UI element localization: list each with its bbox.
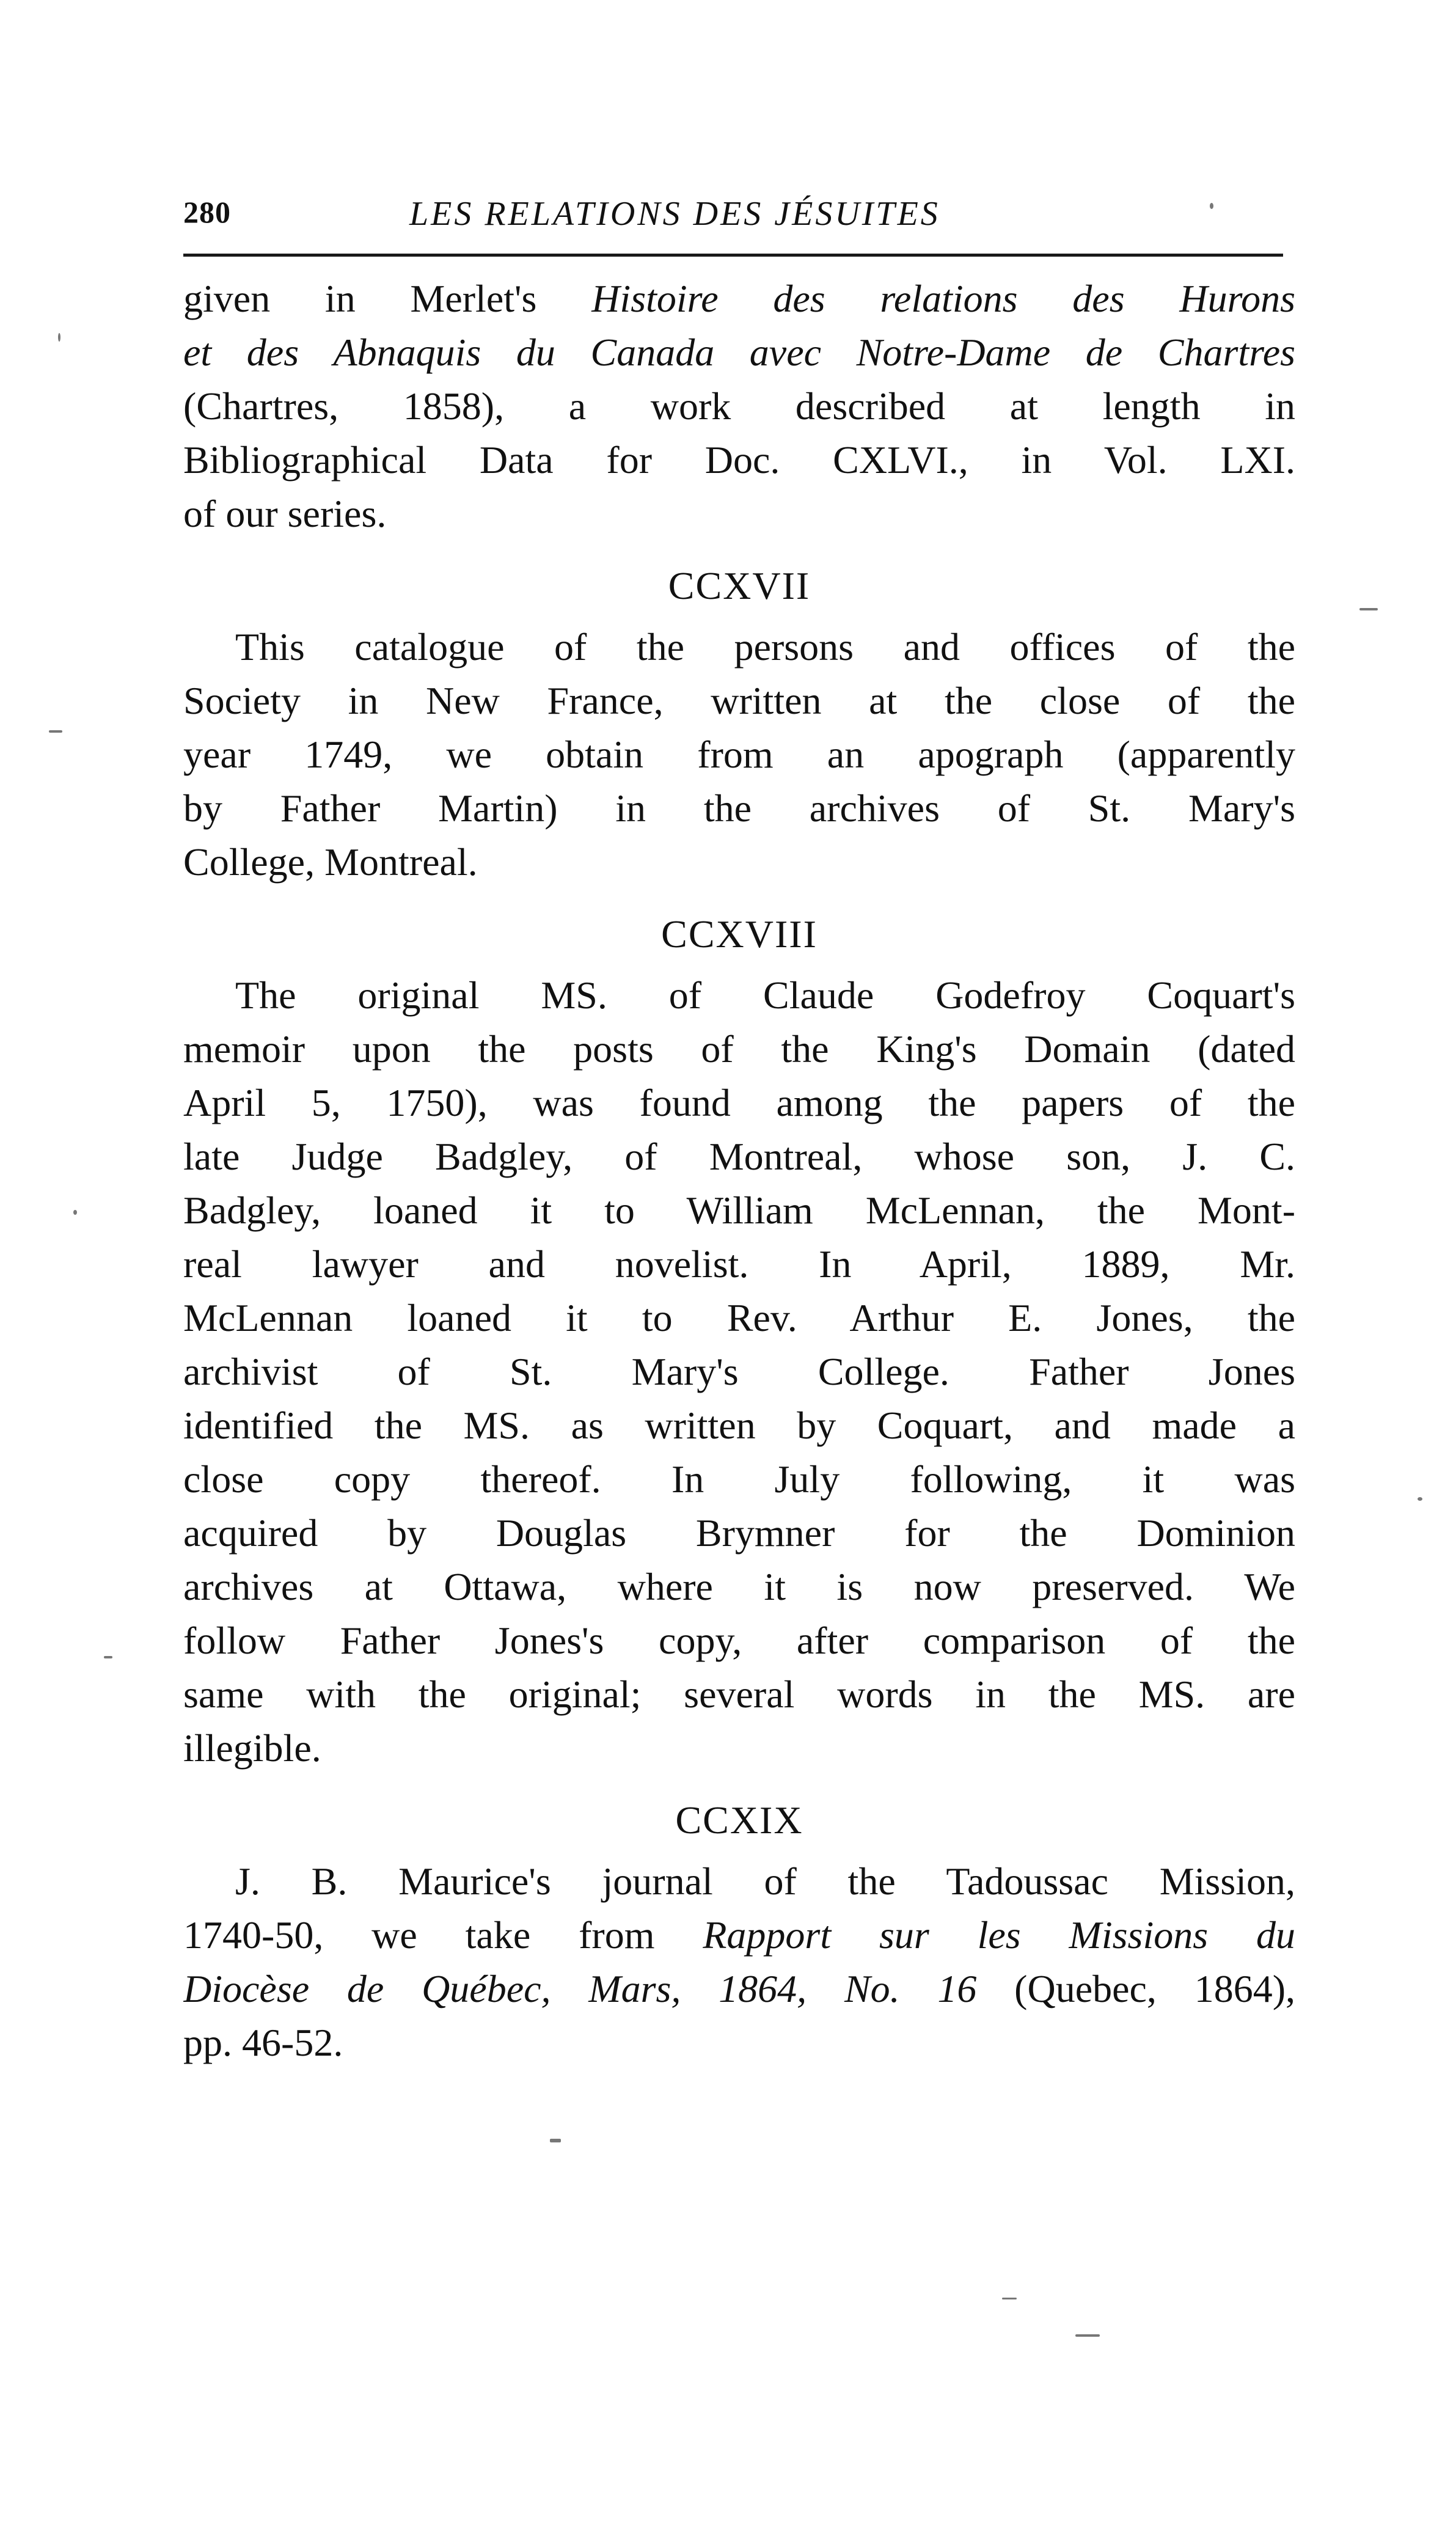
section-heading: CCXVII bbox=[668, 564, 811, 607]
text-line bbox=[183, 326, 1295, 379]
body-text bbox=[183, 272, 1295, 2070]
scan-speck bbox=[1359, 608, 1378, 610]
text-line: by Father Martin) in the archives of St. Mary's bbox=[183, 786, 1295, 830]
text-line: This catalogue of the persons and offices of the bbox=[235, 625, 1295, 669]
text-line: J. B. Maurice's journal of the Tadoussac Mission, bbox=[235, 1859, 1295, 1903]
text-line: illegible. bbox=[183, 1726, 321, 1770]
text-run: given in Merlet's bbox=[183, 277, 592, 320]
scan-speck bbox=[49, 730, 62, 733]
text-line: College, Montreal. bbox=[183, 840, 478, 884]
running-title: LES RELATIONS DES JÉSUITES bbox=[409, 195, 940, 233]
text-line: acquired by Douglas Brymner for the Dominion bbox=[183, 1511, 1295, 1555]
page-number: 280 bbox=[183, 195, 231, 229]
scan-speck bbox=[1002, 2298, 1017, 2299]
header-rule bbox=[183, 254, 1283, 257]
text-line bbox=[183, 1908, 1295, 1962]
text-run: (Quebec, 1864), bbox=[976, 1967, 1295, 2010]
section-heading: CCXIX bbox=[675, 1798, 803, 1842]
section-heading: CCXVIII bbox=[661, 912, 818, 956]
text-line: (Chartres, 1858), a work described at length in bbox=[183, 384, 1295, 428]
text-line: Society in New France, written at the close of the bbox=[183, 679, 1295, 722]
italic-title: Diocèse de Québec, Mars, 1864, No. 16 bbox=[183, 1967, 977, 2010]
text-line: of our series. bbox=[183, 492, 387, 535]
italic-title: Histoire des relations des Hurons bbox=[591, 277, 1295, 320]
scan-speck bbox=[1418, 1497, 1422, 1501]
italic-title: Rapport sur les Missions du bbox=[703, 1913, 1295, 1957]
text-line: close copy thereof. In July following, it was bbox=[183, 1457, 1295, 1501]
text-line: McLennan loaned it to Rev. Arthur E. Jones, the bbox=[183, 1296, 1295, 1339]
text-line: year 1749, we obtain from an apograph (apparently bbox=[183, 733, 1295, 776]
text-line: Bibliographical Data for Doc. CXLVI., in Vol. LXI. bbox=[183, 438, 1295, 482]
scan-speck bbox=[73, 1210, 77, 1215]
section-ccxvii bbox=[183, 559, 1295, 889]
section-ccxviii bbox=[183, 907, 1295, 1775]
text-line: archivist of St. Mary's College. Father Jones bbox=[183, 1350, 1295, 1393]
text-line: identified the MS. as written by Coquart, and made a bbox=[183, 1404, 1295, 1447]
scan-speck bbox=[104, 1656, 112, 1658]
running-head bbox=[183, 194, 1283, 243]
scan-speck bbox=[550, 2139, 561, 2142]
paragraph-intro bbox=[183, 272, 1295, 541]
text-line: follow Father Jones's copy, after comparison of the bbox=[183, 1619, 1295, 1662]
text-line: archives at Ottawa, where it is now preserved. We bbox=[183, 1565, 1295, 1608]
text-line bbox=[183, 1962, 1295, 2016]
text-line: pp. 46-52. bbox=[183, 2021, 343, 2064]
scan-speck bbox=[1210, 203, 1213, 209]
scan-speck bbox=[1075, 2334, 1100, 2337]
section-ccxix bbox=[183, 1793, 1295, 2070]
text-line: late Judge Badgley, of Montreal, whose son, J. C. bbox=[183, 1135, 1295, 1178]
text-line bbox=[183, 272, 1295, 326]
text-line: real lawyer and novelist. In April, 1889, Mr. bbox=[183, 1242, 1295, 1286]
text-run: 1740-50, we take from bbox=[183, 1913, 703, 1957]
text-line: same with the original; several words in the MS. are bbox=[183, 1673, 1295, 1716]
italic-title: et des Abnaquis du Canada avec Notre-Dame de Chartres bbox=[183, 331, 1295, 374]
scan-speck bbox=[58, 333, 60, 342]
text-line: Badgley, loaned it to William McLennan, the Mont- bbox=[183, 1189, 1295, 1232]
text-line: April 5, 1750), was found among the papers of the bbox=[183, 1081, 1295, 1124]
text-line: memoir upon the posts of the King's Domain (dated bbox=[183, 1027, 1295, 1071]
text-line: The original MS. of Claude Godefroy Coquart's bbox=[235, 973, 1295, 1017]
